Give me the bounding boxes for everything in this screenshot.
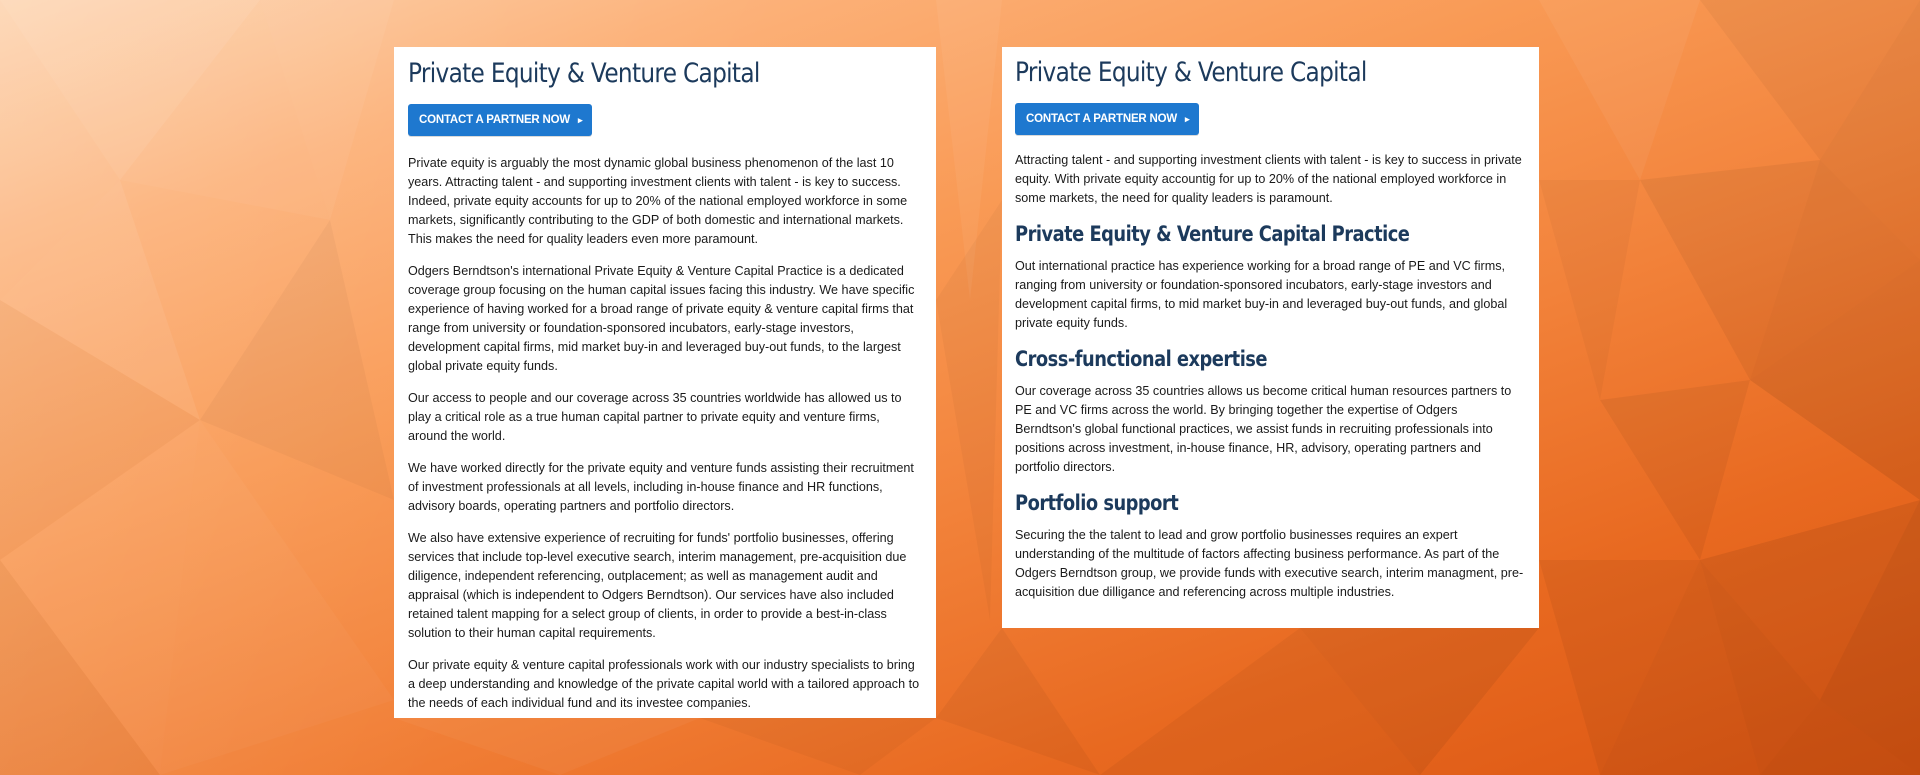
section-text-cross-functional: Our coverage across 35 countries allows us become critical human resources partners to PE and VC firms across the world. By bringing together the expertise of Odgers Berndtson's global functional practices, we assist funds in recruiting professionals into positions across investment, in-house finance, HR, advisory, operating partners and portfolio directors. <box>1015 384 1512 474</box>
contact-partner-button[interactable] <box>408 104 592 136</box>
body-paragraph: Our private equity & venture capital professionals work with our industry specialists to bring a deep understanding and knowledge of the private capital world with a tailored approach to the needs of each individual fund and its investee companies. <box>408 658 920 710</box>
intro-paragraph: Attracting talent - and supporting investment clients with talent - is key to success in private equity. With private equity accountig for up to 20% of the national employed workforce in some markets, the need for quality leaders is paramount. <box>1015 153 1522 205</box>
contact-partner-button-label: CONTACT A PARTNER NOW <box>419 114 571 126</box>
body-paragraph: We also have extensive experience of recruiting for funds' portfolio businesses, offering services that include top-level executive search, interim management, pre-acquisition due diligence, independent referencing, outplacement; as well as management audit and appraisal (which is independent to Odgers Berndtson). Our services have also included retained talent mapping for a select group of clients, in order to provide a best-in-class solution to their human capital requirements. <box>408 531 907 640</box>
page-title: Private Equity & Venture Capital <box>408 58 760 89</box>
page-title: Private Equity & Venture Capital <box>1015 57 1367 88</box>
body-paragraph: Private equity is arguably the most dynamic global business phenomenon of the last 10 years. Attracting talent - and supporting investment clients with talent - is key to success. Indeed, private equity accounts for up to 20% of the national employed workforce in some markets, significantly contributing to the GDP of both domestic and international markets. This makes the need for quality leaders even more paramount. <box>408 156 908 246</box>
body-paragraph: Odgers Berndtson's international Private Equity & Venture Capital Practice is a dedicated coverage group focusing on the human capital issues facing this industry. We have specific experience of having worked for a broad range of private equity & venture capital firms that range from university or foundation-sponsored incubators, early-stage investors, development capital firms, mid market buy-in and leveraged buy-out funds, to the largest global private equity funds. <box>408 264 915 373</box>
section-heading-cross-functional: Cross-functional expertise <box>1015 347 1268 371</box>
contact-partner-button[interactable] <box>1015 103 1199 135</box>
right-content-panel <box>1002 47 1539 628</box>
body-paragraph: We have worked directly for the private equity and venture funds assisting their recruitment of investment professionals at all levels, including in-house finance and HR functions, advisory boards, operating partners and portfolio directors. <box>408 461 914 513</box>
contact-partner-button-label: CONTACT A PARTNER NOW <box>1026 113 1178 125</box>
section-heading-portfolio: Portfolio support <box>1015 491 1179 515</box>
section-heading-practice: Private Equity & Venture Capital Practice <box>1015 222 1410 246</box>
chevron-right-icon: ▸ <box>578 114 583 125</box>
section-text-portfolio: Securing the the talent to lead and grow portfolio businesses requires an expert understanding of the multitude of factors affecting business performance. As part of the Odgers Berndtson group, we provide funds with executive search, interim managment, pre-acquisition due dilligance and referencing across multiple industries. <box>1015 528 1524 599</box>
section-text-practice: Out international practice has experience working for a broad range of PE and VC firms, ranging from university or foundation-sponsored incubators, early-stage investors and development capital firms, to mid market buy-in and leveraged buy-out funds, and global private equity funds. <box>1015 259 1508 330</box>
body-paragraph: Our access to people and our coverage across 35 countries worldwide has allowed us to play a critical role as a true human capital partner to private equity and venture firms, around the world. <box>408 391 902 443</box>
left-content-panel <box>394 47 936 718</box>
chevron-right-icon: ▸ <box>1185 113 1190 124</box>
